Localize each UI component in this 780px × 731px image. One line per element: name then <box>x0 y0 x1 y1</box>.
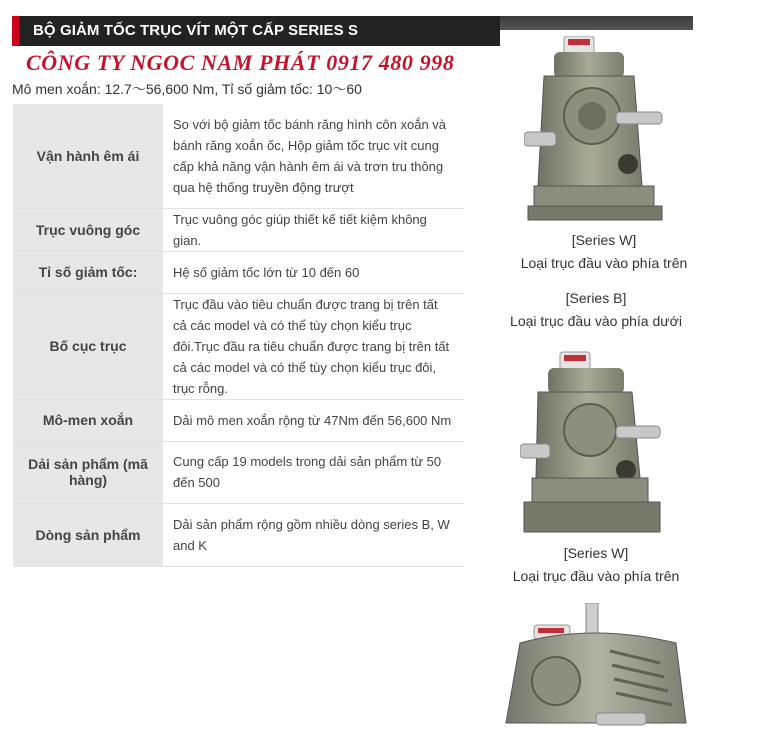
header-divider <box>500 16 693 30</box>
row-label: Mô-men xoắn <box>13 399 163 441</box>
row-label: Dải sản phẩm (mã hàng) <box>13 441 163 503</box>
row-value: Trục vuông góc giúp thiết kế tiết kiệm không gian. <box>163 208 464 251</box>
row-value: Trục đầu vào tiêu chuẩn được trang bị trên tất cả các model và có thể tùy chọn kiểu trục đôi.Trục đầu ra tiêu chuẩn được trang bị trên tất cả các model và có thể tùy chọn kiểu trục đôi, trục rỗng. <box>163 293 464 399</box>
table-row <box>13 293 464 399</box>
table-row <box>13 441 464 503</box>
product-series-label: [Series W] <box>571 232 637 248</box>
spec-table <box>13 104 464 567</box>
gearbox-image-series-w <box>524 36 674 226</box>
table-row <box>13 503 464 566</box>
company-banner: CÔNG TY NGOC NAM PHÁT 0917 480 998 <box>26 50 455 75</box>
product-series-label: [Series W] <box>563 545 629 561</box>
row-value: Hệ số giảm tốc lớn từ 10 đến 60 <box>163 251 464 293</box>
row-value: Dải mô men xoắn rộng từ 47Nm đến 56,600 Nm <box>163 399 464 441</box>
row-label: Vận hành êm ái <box>13 104 163 208</box>
table-row <box>13 208 464 251</box>
product-series-label: [Series B] <box>565 290 627 306</box>
gearbox-image-series-w <box>520 350 670 540</box>
table-row <box>13 251 464 293</box>
row-label: Tỉ số giảm tốc: <box>13 251 163 293</box>
row-value: So với bộ giảm tốc bánh răng hình côn xoắn và bánh răng xoắn ốc, Hộp giảm tốc trục vít cung cấp khả năng vận hành êm ái và trơn tru thông qua hệ thống truyền động trượt <box>163 104 464 208</box>
product-description: Loại trục đầu vào phía dưới <box>510 313 682 329</box>
row-label: Dòng sản phẩm <box>13 503 163 566</box>
row-value: Cung cấp 19 models trong dải sản phẩm từ 50 đến 500 <box>163 441 464 503</box>
gearbox-image-series-k <box>500 603 690 731</box>
section-title: BỘ GIẢM TỐC TRỤC VÍT MỘT CẤP SERIES S <box>33 22 359 39</box>
spec-summary: Mô men xoắn: 12.7～56,600 Nm, Tỉ số giảm tốc: 10～60 <box>12 81 362 97</box>
product-description: Loại trục đầu vào phía trên <box>512 568 680 584</box>
row-label: Bố cục trục <box>13 293 163 399</box>
row-value: Dải sản phẩm rộng gồm nhiều dòng series B, W and K <box>163 503 464 566</box>
row-label: Trục vuông góc <box>13 208 163 251</box>
section-header <box>12 16 500 46</box>
table-row <box>13 104 464 208</box>
product-description: Loại trục đầu vào phía trên <box>520 255 688 271</box>
table-row <box>13 399 464 441</box>
